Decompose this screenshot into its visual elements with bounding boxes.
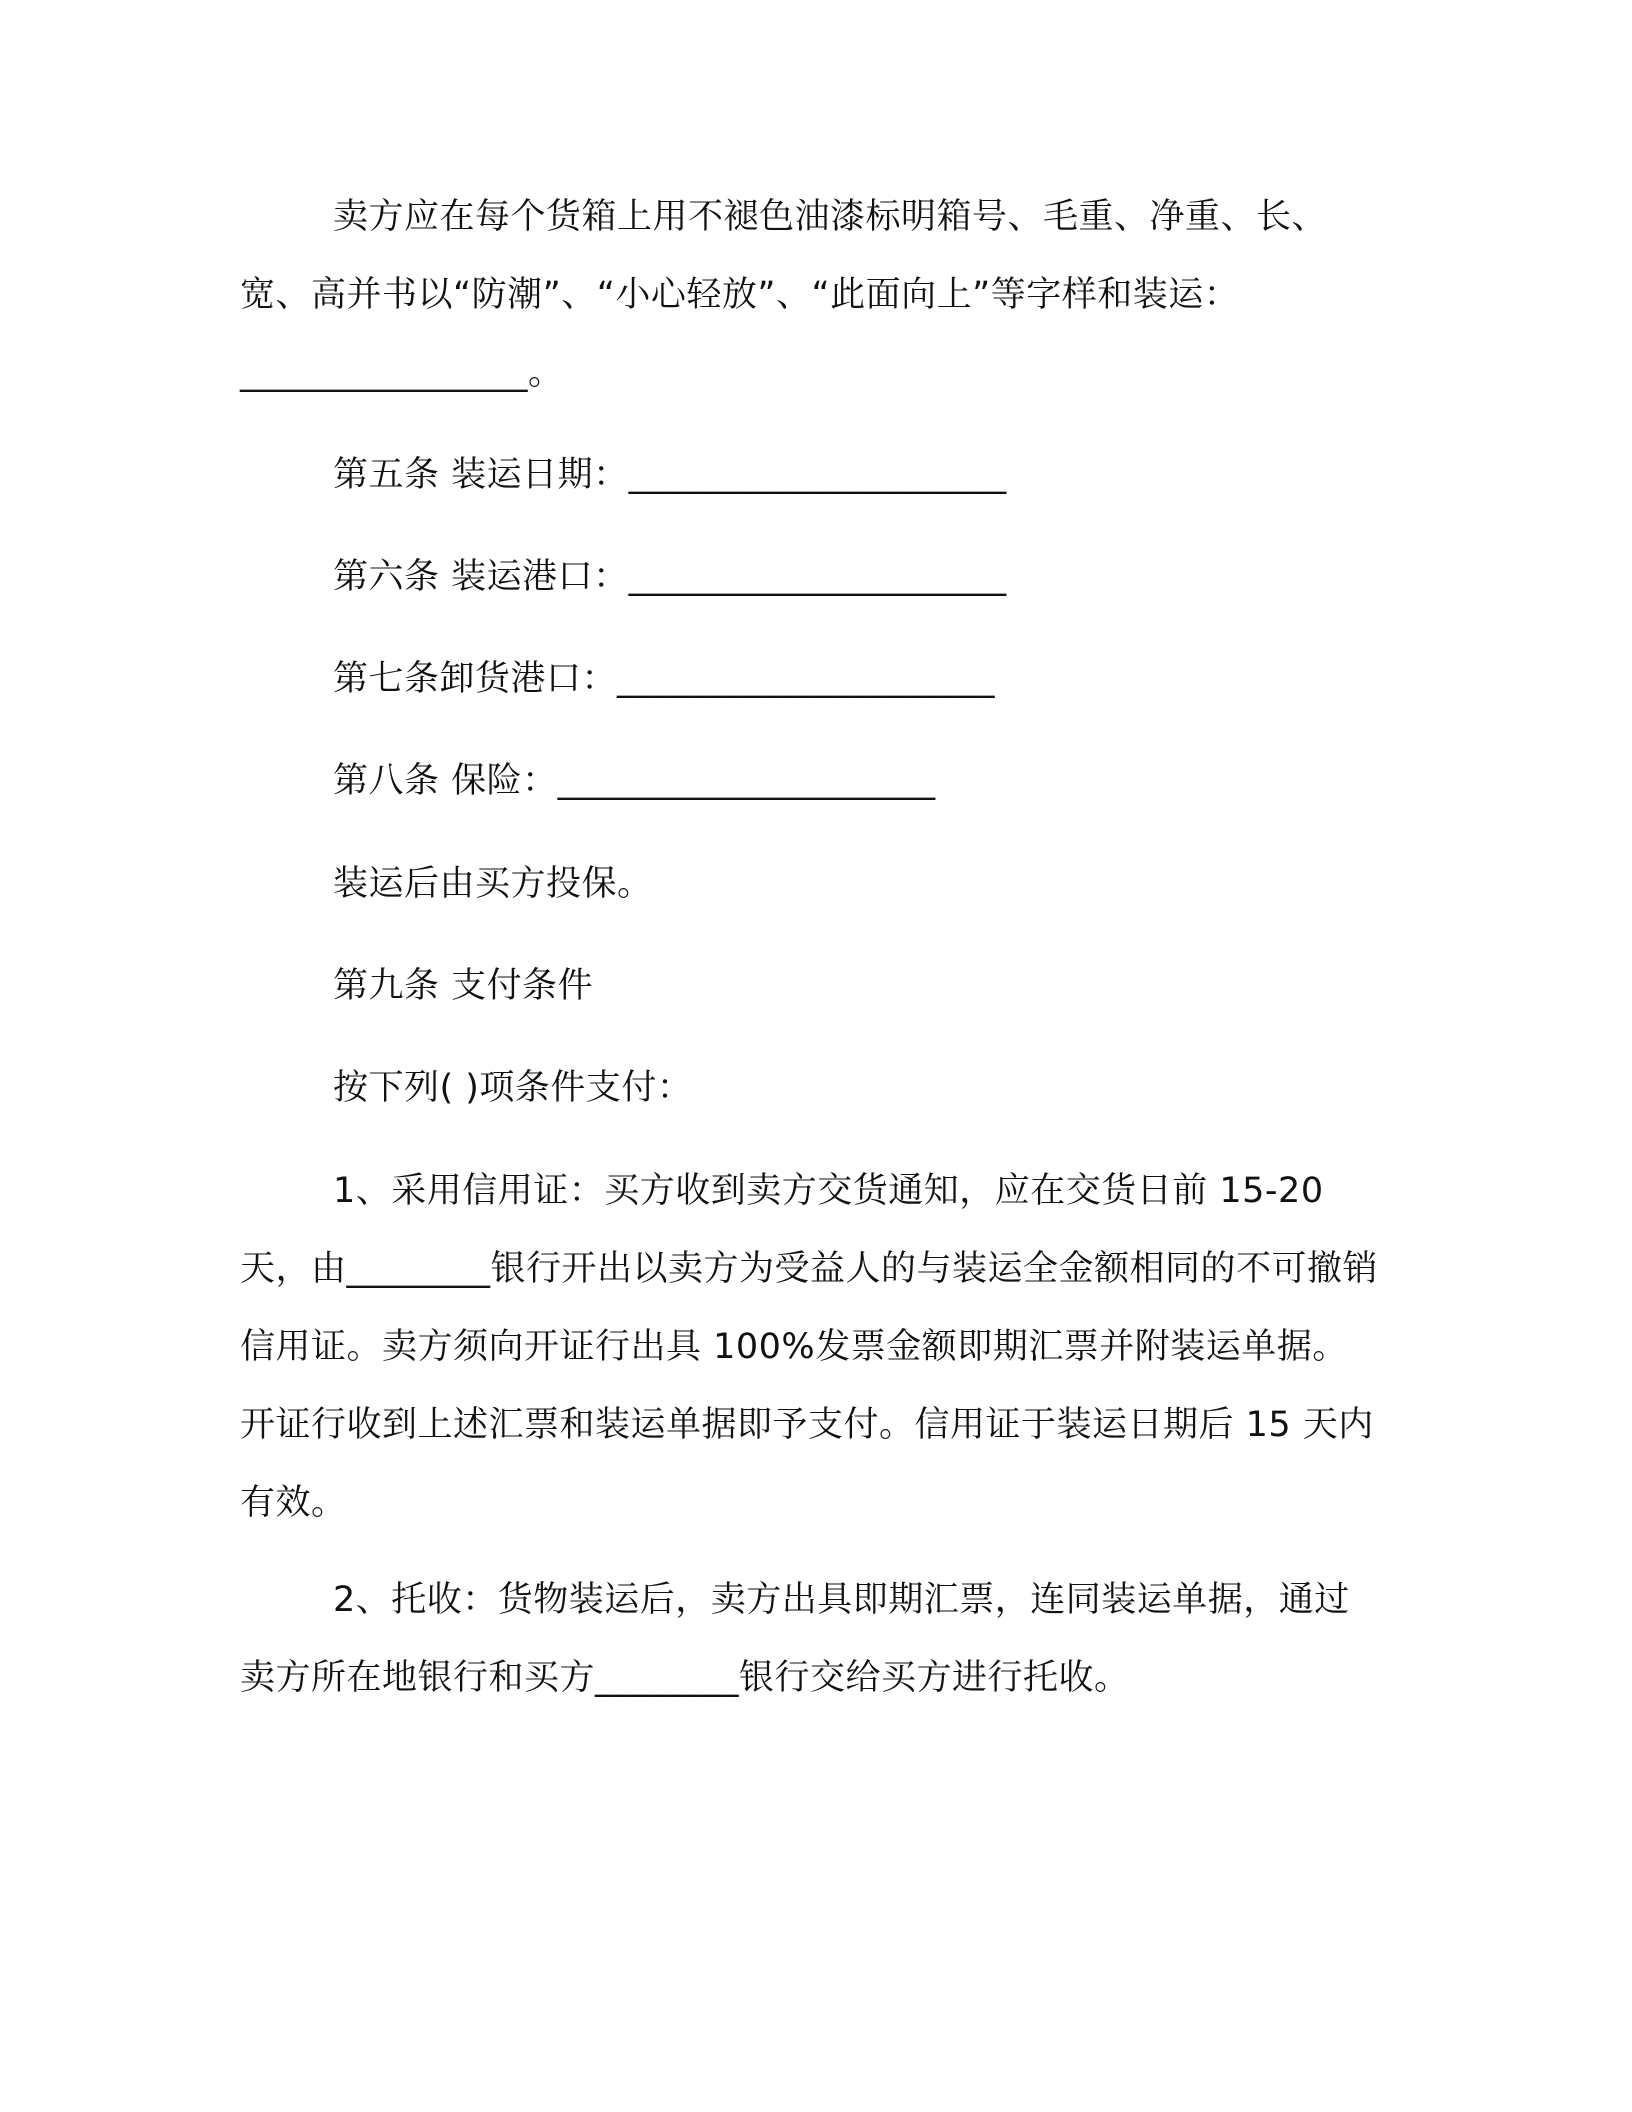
payment-option-collection: 2、托收：货物装运后，卖方出具即期汇票，连同装运单据，通过卖方所在地银行和买方________银行交给买方进行托收。 — [240, 1580, 1350, 1698]
packing-marking-paragraph: 卖方应在每个货箱上用不褪色油漆标明箱号、毛重、净重、长、宽、高并书以“防潮”、“小心轻放”、“此面向上”等字样和装运：________________。 — [240, 197, 1328, 393]
article-6-loading-port: 第六条 装运港口：_____________________ — [333, 557, 1007, 597]
insurance-note: 装运后由买方投保。 — [333, 864, 653, 904]
payment-option-letter-of-credit: 1、采用信用证：买方收到卖方交货通知，应在交货日前 15-20 天，由________银行开出以卖方为受益人的与装运全金额相同的不可撤销信用证。卖方须向开证行出具 100%发票金额即期汇票并附装运单据。开证行收到上述汇票和装运单据即予支付。信用证于装运日期后 15 天内有效。 — [240, 1171, 1379, 1523]
article-7-discharge-port: 第七条卸货港口：_____________________ — [333, 659, 996, 699]
article-8-insurance: 第八条 保险：_____________________ — [333, 761, 936, 801]
payment-intro: 按下列( )项条件支付： — [333, 1068, 693, 1108]
article-9-payment-terms: 第九条 支付条件 — [333, 966, 594, 1006]
article-5-shipment-date: 第五条 装运日期：_____________________ — [333, 455, 1007, 495]
